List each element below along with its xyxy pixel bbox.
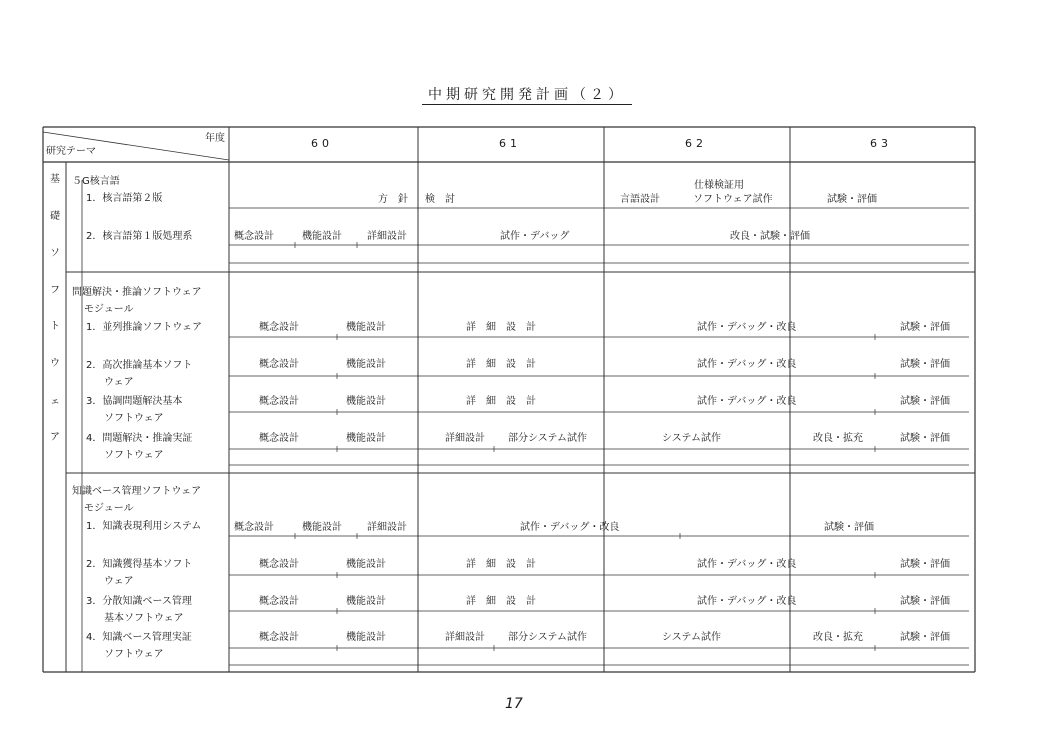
category-char: ェ (50, 396, 60, 407)
schedule-label: 改良・拡充 (813, 632, 863, 643)
group-title: モジュール (84, 304, 134, 315)
schedule-label: システム試作 (662, 433, 721, 444)
item-label: 2．核言語第１版処理系 (86, 231, 193, 242)
schedule-label: 機能設計 (346, 396, 386, 407)
item-label: 1．核言語第２版 (86, 193, 163, 204)
group-title: 問題解決・推論ソフトウェア (72, 287, 202, 298)
schedule-label: 試作・デバッグ・改良 (697, 559, 797, 570)
schedule-label: 試験・評価 (900, 632, 950, 643)
document-title-text: 中期研究開発計画（２） (422, 87, 632, 105)
category-char: ア (50, 432, 60, 443)
item-label: ソフトウェア (104, 450, 164, 461)
item-label: 3．協調問題解決基本 (86, 396, 183, 407)
schedule-label: 概念設計 (259, 559, 299, 570)
schedule-label: 詳細設計 (445, 433, 485, 444)
item-label: 4．問題解決・推論実証 (86, 433, 193, 444)
schedule-label: 試作・デバッグ・改良 (697, 396, 797, 407)
header-theme-label: 研究テーマ (46, 146, 96, 157)
schedule-label: 方 針 (378, 194, 408, 205)
schedule-label: 試験・評価 (900, 559, 950, 570)
item-label: 3．分散知識ベース管理 (86, 596, 192, 607)
item-label: ウェア (104, 377, 134, 388)
category-char: 基 (50, 174, 60, 185)
item-label: 2．知識獲得基本ソフト (86, 559, 193, 570)
schedule-label: 概念設計 (259, 596, 299, 607)
item-label: 基本ソフトウェア (104, 613, 184, 624)
schedule-label: 概念設計 (259, 632, 299, 643)
schedule-label: 試作・デバッグ・改良 (697, 596, 797, 607)
schedule-label: 詳 細 設 計 (466, 396, 536, 407)
schedule-label: 試験・評価 (827, 194, 877, 205)
schedule-label: 概念設計 (259, 322, 299, 333)
year-60: 60 (311, 137, 333, 150)
schedule-label: 機能設計 (302, 231, 342, 242)
item-label: 1．知識表現利用システム (86, 521, 202, 532)
schedule-label: 詳細設計 (367, 231, 407, 242)
category-char: ト (50, 321, 60, 332)
schedule-label: 概念設計 (259, 359, 299, 370)
schedule-label: 機能設計 (346, 433, 386, 444)
year-61: 61 (499, 137, 521, 150)
schedule-label: 部分システム試作 (508, 433, 587, 444)
group-title: 知識ベース管理ソフトウェア (72, 486, 202, 497)
schedule-label: 試作・デバッグ (500, 231, 570, 242)
schedule-label: 詳 細 設 計 (466, 322, 536, 333)
schedule-label: 機能設計 (346, 322, 386, 333)
item-label: 1．並列推論ソフトウェア (86, 322, 202, 333)
schedule-label: 機能設計 (346, 359, 386, 370)
schedule-label: 試験・評価 (900, 396, 950, 407)
schedule-label: 言語設計 (620, 194, 660, 205)
schedule-label: システム試作 (662, 632, 721, 643)
schedule-label: 機能設計 (302, 522, 342, 533)
item-label: ソフトウェア (104, 413, 164, 424)
schedule-label: 改良・拡充 (813, 433, 863, 444)
year-62: 62 (685, 137, 707, 150)
schedule-label: 機能設計 (346, 596, 386, 607)
item-label: 2．高次推論基本ソフト (86, 360, 193, 371)
schedule-label: 改良・試験・評価 (730, 231, 810, 242)
group-title: ５G核言語 (72, 176, 120, 187)
schedule-label: 検 討 (425, 194, 455, 205)
schedule-label: 仕様検証用 (694, 180, 744, 191)
year-63: 63 (870, 137, 892, 150)
schedule-label: 詳 細 設 計 (466, 359, 536, 370)
schedule-label: 概念設計 (234, 522, 274, 533)
category-char: ソ (50, 248, 60, 259)
category-char: ウ (50, 358, 60, 369)
schedule-label: 詳細設計 (367, 522, 407, 533)
schedule-label: 機能設計 (346, 559, 386, 570)
schedule-label: 部分システム試作 (508, 632, 587, 643)
item-label: ウェア (104, 576, 134, 587)
item-label: 4．知識ベース管理実証 (86, 632, 192, 643)
group-title: モジュール (84, 503, 134, 514)
category-char: フ (50, 285, 60, 296)
schedule-label: 試験・評価 (900, 359, 950, 370)
category-char: 礎 (50, 211, 60, 222)
page-number: 17 (505, 696, 523, 712)
schedule-label: 試験・評価 (900, 433, 950, 444)
schedule-label: 詳 細 設 計 (466, 596, 536, 607)
schedule-label: 概念設計 (259, 396, 299, 407)
schedule-label: 概念設計 (234, 231, 274, 242)
schedule-label: 試作・デバッグ・改良 (520, 522, 620, 533)
schedule-label: 試作・デバッグ・改良 (697, 359, 797, 370)
schedule-label: 詳細設計 (445, 632, 485, 643)
header-year-label: 年度 (205, 133, 225, 144)
schedule-label: 試験・評価 (824, 522, 874, 533)
schedule-label: 試験・評価 (900, 322, 950, 333)
schedule-label: ソフトウェア試作 (693, 194, 773, 205)
schedule-label: 詳 細 設 計 (466, 559, 536, 570)
schedule-label: 機能設計 (346, 632, 386, 643)
schedule-label: 試作・デバッグ・改良 (697, 322, 797, 333)
schedule-label: 概念設計 (259, 433, 299, 444)
item-label: ソフトウェア (104, 649, 164, 660)
schedule-label: 試験・評価 (900, 596, 950, 607)
